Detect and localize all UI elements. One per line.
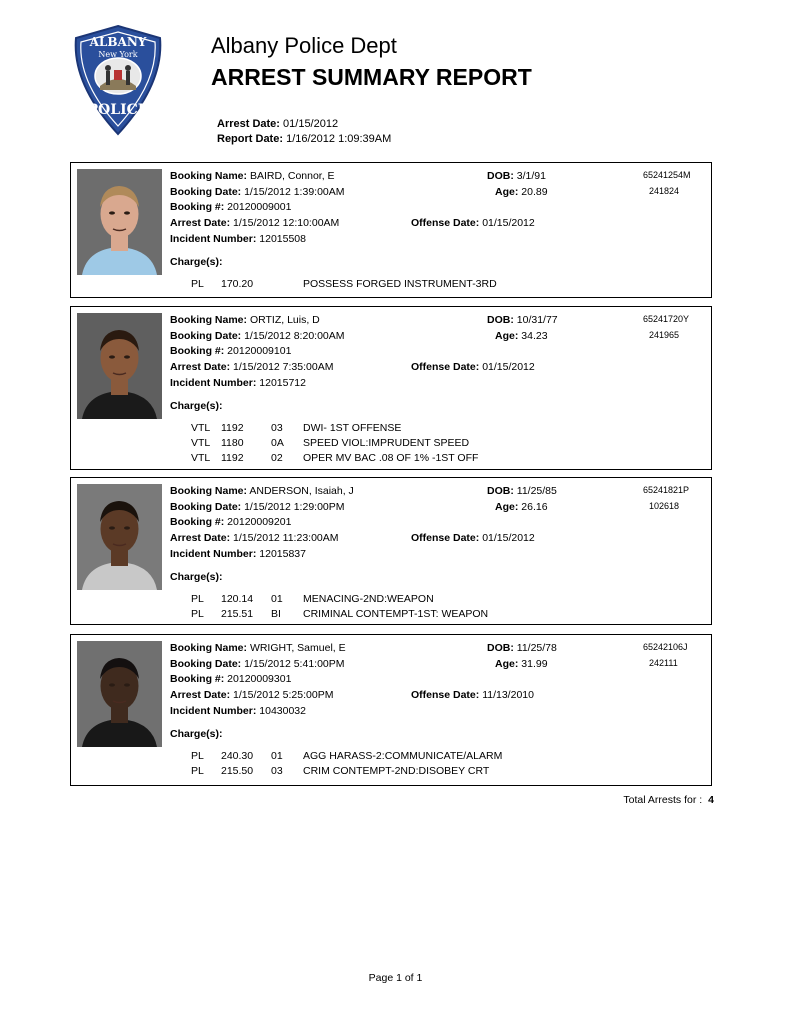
charge-desc: CRIMINAL CONTEMPT-1ST: WEAPON (303, 608, 489, 620)
arrest-date-value: 1/15/2012 7:35:00AM (233, 361, 334, 373)
mugshot-photo (77, 484, 162, 590)
charge-desc: POSSESS FORGED INSTRUMENT-3RD (303, 278, 497, 290)
offense-date (411, 689, 534, 702)
incident-number-label: Incident Number: (170, 548, 257, 560)
booking-date-value: 1/15/2012 1:29:00PM (244, 501, 345, 513)
date-of-birth-label: DOB: (487, 170, 514, 182)
arrest-date-label: Arrest Date: (170, 689, 231, 701)
booking-number-label: Booking #: (170, 673, 225, 685)
age-value: 26.16 (521, 501, 548, 513)
incident-number-label: Incident Number: (170, 377, 257, 389)
booking-name (170, 314, 320, 327)
charge-law: VTL (191, 437, 211, 449)
arrest-date-label: Arrest Date: (170, 532, 231, 544)
offense-date (411, 217, 535, 230)
charge-desc: AGG HARASS-2:COMMUNICATE/ALARM (303, 750, 503, 762)
offense-date (411, 532, 535, 545)
svg-text:New York: New York (98, 50, 138, 59)
date-of-birth-label: DOB: (487, 314, 514, 326)
arrest-date-label: Arrest Date: (217, 118, 280, 130)
record-id-number: 241824 (649, 186, 680, 196)
incident-number-value: 12015712 (259, 377, 306, 389)
booking-name-value: ANDERSON, Isaiah, J (249, 485, 354, 497)
booking-name (170, 642, 346, 655)
date-of-birth-value: 10/31/77 (516, 314, 558, 326)
report-date-value: 1/16/2012 1:09:39AM (286, 133, 392, 145)
booking-number-value: 20120009001 (227, 201, 292, 213)
charge-law: VTL (191, 452, 211, 464)
report-title: ARREST SUMMARY REPORT (211, 64, 532, 90)
arrest-date-value: 1/15/2012 11:23:00AM (233, 532, 339, 544)
booking-name-label: Booking Name: (170, 170, 248, 182)
offense-date-label: Offense Date: (411, 361, 480, 373)
charge-section: 215.51 (221, 608, 254, 620)
date-of-birth-label: DOB: (487, 642, 514, 654)
report-date-label: Report Date: (217, 133, 284, 145)
booking-date-label: Booking Date: (170, 330, 242, 342)
arrest-date (170, 689, 333, 702)
department-name: Albany Police Dept (211, 33, 397, 58)
booking-number-value: 20120009301 (227, 673, 292, 685)
booking-name-value: BAIRD, Connor, E (249, 170, 335, 182)
charge-desc: CRIM CONTEMPT-2ND:DISOBEY CRT (303, 765, 490, 777)
arrest-date-value: 1/15/2012 12:10:00AM (233, 217, 340, 229)
booking-number-label: Booking #: (170, 516, 225, 528)
offense-date-label: Offense Date: (411, 217, 480, 229)
booking-number (170, 201, 291, 214)
svg-text:ALBANY: ALBANY (89, 35, 147, 49)
charge-sub: 01 (271, 750, 283, 762)
charge-law: VTL (191, 422, 211, 434)
booking-name-label: Booking Name: (170, 314, 248, 326)
date-of-birth-value: 11/25/85 (516, 485, 557, 497)
report-date-line (217, 133, 391, 146)
charge-law: PL (191, 278, 204, 290)
incident-number (170, 377, 306, 390)
age-value: 20.89 (521, 186, 548, 198)
arrest-date-label: Arrest Date: (170, 361, 231, 373)
incident-number (170, 705, 306, 718)
charge-desc: OPER MV BAC .08 OF 1% -1ST OFF (303, 452, 479, 464)
booking-date-label: Booking Date: (170, 658, 242, 670)
charges-label: Charge(s): (170, 400, 223, 412)
arrest-record (70, 634, 712, 786)
date-of-birth-value: 11/25/78 (516, 642, 557, 654)
total-arrests-label: Total Arrests for : (623, 794, 703, 806)
record-id-code: 65241821P (643, 485, 690, 495)
date-of-birth (487, 170, 546, 183)
arrest-date (170, 361, 333, 374)
arrest-date-value: 01/15/2012 (283, 118, 339, 130)
svg-text:POLICE: POLICE (87, 102, 149, 118)
charges-label: Charge(s): (170, 728, 223, 740)
total-arrests-value: 4 (708, 794, 714, 806)
date-of-birth (487, 485, 557, 498)
age (495, 186, 548, 199)
charge-sub: 03 (271, 422, 283, 434)
charge-desc: MENACING-2ND:WEAPON (303, 593, 434, 605)
page-number: Page 1 of 1 (368, 972, 423, 984)
booking-date (170, 658, 345, 671)
charges-label: Charge(s): (170, 256, 223, 268)
booking-number-value: 20120009101 (227, 345, 292, 357)
offense-date-label: Offense Date: (411, 689, 480, 701)
offense-date-value: 01/15/2012 (482, 532, 535, 544)
mugshot-photo (77, 169, 162, 275)
booking-date (170, 186, 345, 199)
incident-number-label: Incident Number: (170, 705, 257, 717)
incident-number-label: Incident Number: (170, 233, 257, 245)
charge-law: PL (191, 608, 204, 620)
arrest-date (170, 217, 339, 230)
charge-sub: BI (271, 608, 281, 620)
arrest-date-value: 1/15/2012 5:25:00PM (233, 689, 334, 701)
total-arrests (623, 794, 714, 806)
booking-name (170, 170, 335, 183)
record-id-number: 241965 (649, 330, 680, 340)
booking-date-label: Booking Date: (170, 186, 242, 198)
mugshot-photo (77, 313, 162, 419)
record-id-number: 242111 (649, 658, 678, 668)
record-id-code: 65242106J (643, 642, 688, 652)
charge-section: 120.14 (221, 593, 254, 605)
booking-number-label: Booking #: (170, 201, 225, 213)
arrest-date-line (217, 118, 338, 131)
age-label: Age: (495, 658, 519, 670)
booking-date-value: 1/15/2012 1:39:00AM (244, 186, 345, 198)
incident-number (170, 548, 306, 561)
mugshot-photo (77, 641, 162, 747)
offense-date-value: 01/15/2012 (482, 361, 535, 373)
charge-sub: 03 (271, 765, 283, 777)
arrest-record (70, 306, 712, 470)
offense-date-value: 11/13/2010 (482, 689, 534, 701)
record-id-number: 102618 (649, 501, 680, 511)
age (495, 501, 548, 514)
police-badge-logo (70, 24, 166, 136)
offense-date (411, 361, 535, 374)
charge-section: 240.30 (221, 750, 254, 762)
charge-desc: DWI- 1ST OFFENSE (303, 422, 402, 434)
booking-name-value: WRIGHT, Samuel, E (249, 642, 346, 654)
booking-date (170, 501, 345, 514)
charge-sub: 01 (271, 593, 283, 605)
charge-section: 170.20 (221, 278, 254, 290)
arrest-date-label: Arrest Date: (170, 217, 231, 229)
charge-law: PL (191, 593, 204, 605)
booking-date-value: 1/15/2012 8:20:00AM (244, 330, 345, 342)
booking-number-label: Booking #: (170, 345, 225, 357)
age-value: 31.99 (521, 658, 548, 670)
incident-number-value: 12015837 (259, 548, 306, 560)
age-label: Age: (495, 186, 519, 198)
incident-number (170, 233, 306, 246)
booking-date-value: 1/15/2012 5:41:00PM (244, 658, 345, 670)
booking-name-label: Booking Name: (170, 485, 248, 497)
charge-sub: 02 (271, 452, 283, 464)
booking-name-label: Booking Name: (170, 642, 248, 654)
arrest-record (70, 162, 712, 298)
age (495, 330, 548, 343)
charge-section: 1192 (221, 452, 244, 464)
incident-number-value: 12015508 (259, 233, 306, 245)
booking-number (170, 673, 291, 686)
record-id-code: 65241254M (643, 170, 691, 180)
date-of-birth-value: 3/1/91 (516, 170, 546, 182)
incident-number-value: 10430032 (259, 705, 306, 717)
booking-name (170, 485, 354, 498)
charge-section: 1192 (221, 422, 244, 434)
charge-sub: 0A (271, 437, 284, 449)
age-label: Age: (495, 501, 519, 513)
booking-date-label: Booking Date: (170, 501, 242, 513)
charge-section: 1180 (221, 437, 244, 449)
record-id-code: 65241720Y (643, 314, 690, 324)
age-label: Age: (495, 330, 519, 342)
charge-law: PL (191, 765, 204, 777)
charge-law: PL (191, 750, 204, 762)
arrest-date (170, 532, 339, 545)
charges-label: Charge(s): (170, 571, 223, 583)
offense-date-value: 01/15/2012 (482, 217, 535, 229)
age-value: 34.23 (521, 330, 548, 342)
arrest-record (70, 477, 712, 625)
date-of-birth-label: DOB: (487, 485, 514, 497)
age (495, 658, 548, 671)
date-of-birth (487, 314, 558, 327)
offense-date-label: Offense Date: (411, 532, 480, 544)
date-of-birth (487, 642, 557, 655)
booking-date (170, 330, 345, 343)
charge-section: 215.50 (221, 765, 254, 777)
booking-number (170, 516, 291, 529)
booking-name-value: ORTIZ, Luis, D (249, 314, 320, 326)
booking-number (170, 345, 291, 358)
booking-number-value: 20120009201 (227, 516, 292, 528)
charge-desc: SPEED VIOL:IMPRUDENT SPEED (303, 437, 470, 449)
